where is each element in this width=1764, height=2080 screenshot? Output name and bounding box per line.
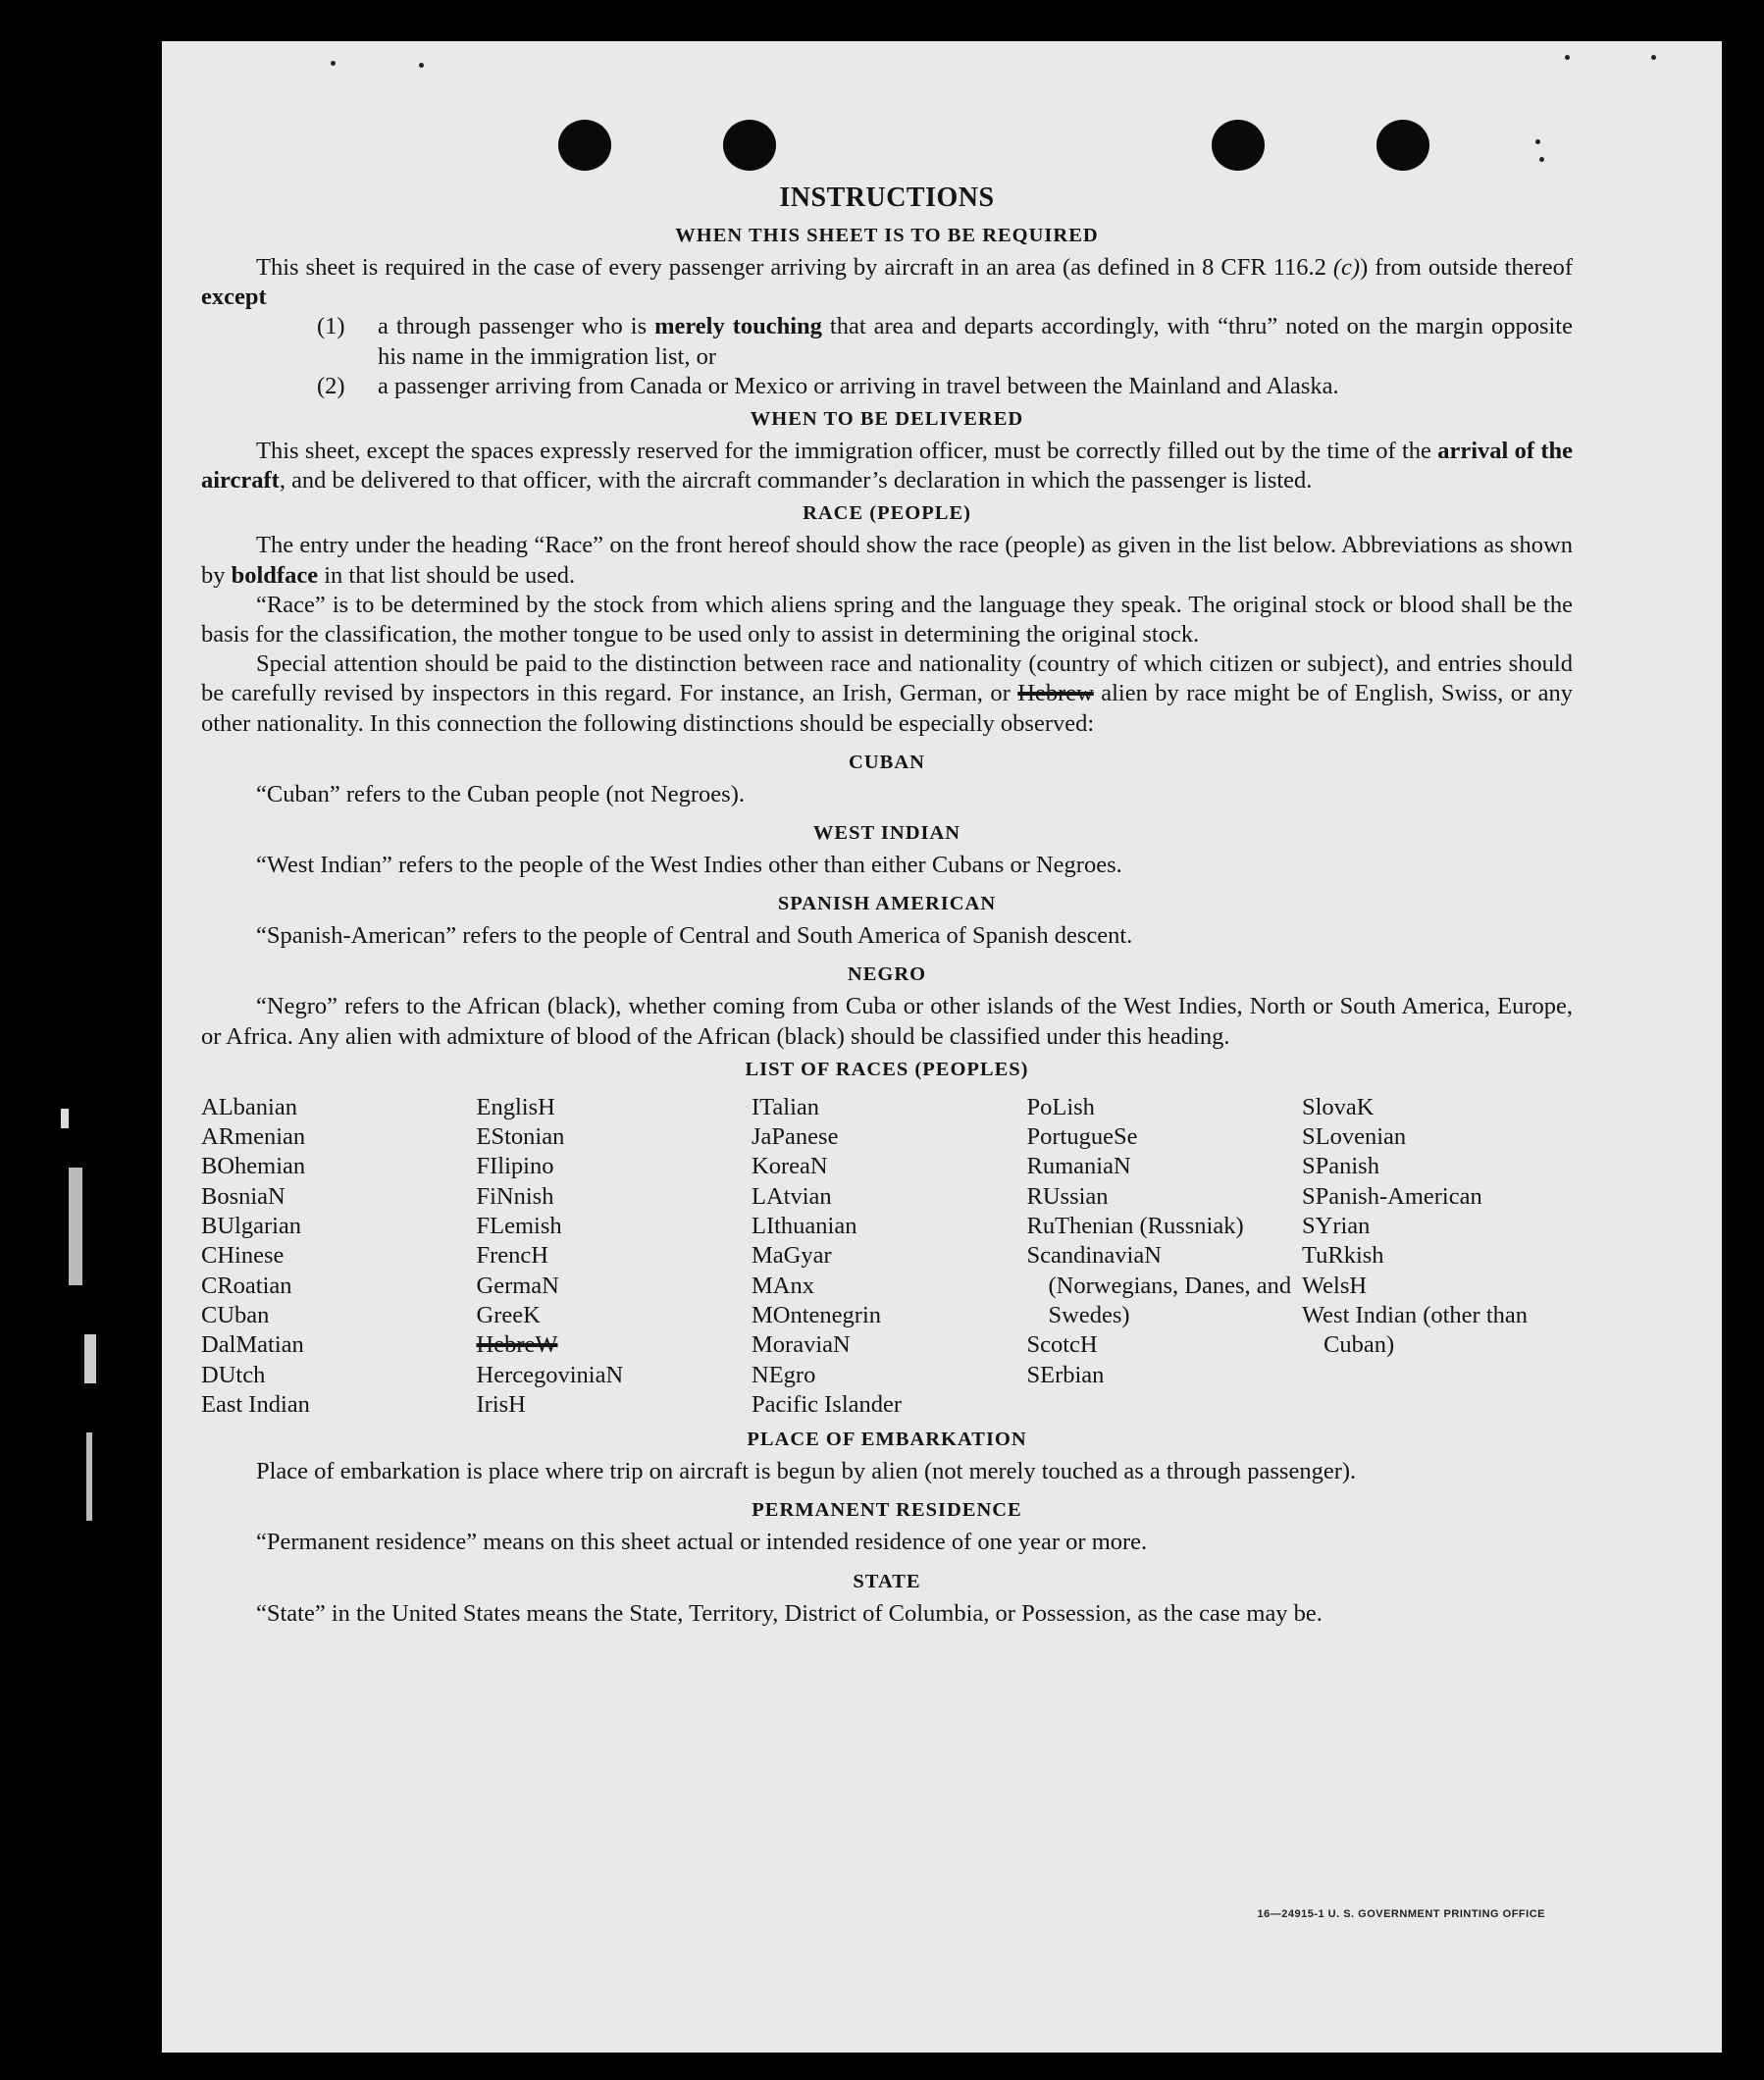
cuban-text: “Cuban” refers to the Cuban people (not Negroes). (256, 780, 745, 807)
race-entry: DUtch (201, 1361, 266, 1388)
scan-artifact (69, 1168, 82, 1285)
race-entry: PoLish (1026, 1093, 1095, 1120)
race-entry: FIlipino (476, 1153, 554, 1180)
race-entry: ARmenian (201, 1123, 306, 1151)
race-entry: SlovaK (1302, 1093, 1375, 1120)
race-entry: SYrian (1302, 1213, 1371, 1240)
race-entry: WelsH (1302, 1272, 1368, 1299)
heading-place-of-embarkation: PLACE OF EMBARKATION (747, 1429, 1027, 1451)
scan-artifact (84, 1334, 96, 1383)
negro-text: “Negro” refers to the African (black), whether coming from Cuba or other islands of the West Indies, North or South America, Europe, or Africa. Any alien with admixture of blood of the African (black) should be classified under this heading. (201, 993, 1573, 1050)
race-entry: MaGyar (752, 1242, 832, 1270)
permanent-residence-text: “Permanent residence” means on this sheet actual or intended residence of one year or more. (256, 1529, 1148, 1556)
race-entry: EStonian (476, 1123, 565, 1151)
exception-number: (2) (317, 372, 345, 399)
race-entry: RuThenian (Russniak) (1026, 1213, 1244, 1240)
race-entry: Pacific Islander (752, 1390, 903, 1418)
race-entry: PortugueSe (1026, 1123, 1138, 1151)
struck-word: Hebrew (1017, 680, 1094, 707)
race-entry: LIthuanian (752, 1213, 857, 1240)
race-paragraph-1: The entry under the heading “Race” on the front hereof should show the race (people) as given in the list below. Abbreviations as shown by boldface in that list should be used. (201, 532, 1573, 589)
exception-number: (1) (317, 313, 345, 340)
race-entry: CHinese (201, 1242, 285, 1270)
race-entry: KoreaN (752, 1153, 828, 1180)
when-delivered-text: This sheet, except the spaces expressly reserved for the immigration officer, must be correctly filled out by the time of the arrival of the aircraft, and be delivered to that officer, with the aircraft commander’s declaration in which the passenger is listed. (201, 438, 1573, 494)
speck (331, 61, 336, 66)
race-entry: West Indian (other than Cuban) (1302, 1301, 1529, 1359)
scan-artifact (61, 1109, 69, 1128)
race-entry: GermaN (476, 1272, 559, 1299)
race-paragraph-3: Special attention should be paid to the distinction between race and nationality (country of which citizen or subject), and entries should be carefully revised by inspectors in this regard. For instance, an Irish, German, or Hebrew alien by race might be of English, Swiss, or any other nationality. In this connection the following distinctions should be especially observed: (201, 650, 1573, 737)
race-entry: ALbanian (201, 1093, 297, 1120)
punch-hole (1212, 120, 1265, 171)
speck (1651, 55, 1656, 60)
race-entry: CUban (201, 1301, 270, 1328)
race-entry: ScandinaviaN (Norwegians, Danes, and Swedes) (1026, 1242, 1292, 1328)
race-entry-struck: HebreW (476, 1331, 558, 1359)
printer-imprint: 16—24915-1 U. S. GOVERNMENT PRINTING OFFICE (1257, 1908, 1545, 1920)
west-indian-text: “West Indian” refers to the people of the West Indies other than either Cubans or Negroes. (256, 852, 1122, 879)
race-entry: MoraviaN (752, 1331, 851, 1359)
race-entry: HercegoviniaN (476, 1361, 624, 1388)
race-column (201, 1093, 472, 1420)
race-entry: BosniaN (201, 1182, 285, 1210)
speck (419, 63, 424, 68)
race-entry: GreeK (476, 1301, 541, 1328)
race-entry: DalMatian (201, 1331, 304, 1359)
race-column (752, 1093, 1022, 1420)
race-entry: LAtvian (752, 1182, 832, 1210)
race-entry: RumaniaN (1026, 1153, 1131, 1180)
race-entry: MAnx (752, 1272, 814, 1299)
race-entry: BUlgarian (201, 1213, 302, 1240)
state-text: “State” in the United States means the State, Territory, District of Columbia, or Possession, as the case may be. (256, 1599, 1323, 1627)
race-entry: TuRkish (1302, 1242, 1384, 1270)
race-entry: MOntenegrin (752, 1301, 881, 1328)
heading-west-indian: WEST INDIAN (812, 822, 961, 845)
heading-list-of-races: LIST OF RACES (PEOPLES) (745, 1058, 1029, 1080)
race-entry: FLemish (476, 1213, 562, 1240)
race-entry: ScotcH (1026, 1331, 1098, 1359)
race-entry: EnglisH (476, 1093, 555, 1120)
race-entry: IrisH (476, 1390, 526, 1418)
exception-text: a passenger arriving from Canada or Mexico or arriving in travel between the Mainland and Alaska. (378, 372, 1339, 399)
race-entry: SErbian (1026, 1361, 1105, 1388)
heading-state: STATE (853, 1570, 921, 1592)
exception-item (201, 312, 1573, 371)
heading-race: RACE (PEOPLE) (803, 502, 971, 525)
race-column (1027, 1093, 1298, 1420)
race-entry: SPanish (1302, 1153, 1379, 1180)
punch-hole (558, 120, 611, 171)
race-column (1302, 1093, 1573, 1420)
page-title: INSTRUCTIONS (779, 182, 995, 213)
instructions-body (201, 179, 1573, 1629)
speck (1535, 139, 1540, 144)
race-entry: BOhemian (201, 1153, 306, 1180)
heading-negro: NEGRO (847, 963, 927, 986)
race-entry: East Indian (201, 1390, 310, 1418)
punch-hole (1376, 120, 1429, 171)
race-entry: ITalian (752, 1093, 820, 1120)
heading-permanent-residence: PERMANENT RESIDENCE (752, 1499, 1022, 1522)
scan-artifact (86, 1432, 92, 1521)
when-required-intro: This sheet is required in the case of every passenger arriving by aircraft in an area (as defined in 8 CFR 116.2 (c)) from outside thereof except (201, 254, 1574, 311)
race-paragraph-2: “Race” is to be determined by the stock from which aliens spring and the language they speak. The original stock or blood shall be the basis for the classification, the mother tongue to be used only to assist in determining the original stock. (201, 591, 1573, 649)
spanish-american-text: “Spanish-American” refers to the people of Central and South America of Spanish descent. (256, 922, 1133, 950)
heading-spanish-american: SPANISH AMERICAN (777, 893, 997, 915)
exception-item (201, 372, 1573, 401)
race-entry: SLovenian (1302, 1123, 1407, 1151)
race-entry: SPanish-American (1302, 1182, 1482, 1210)
race-entry: FrencH (476, 1242, 548, 1270)
race-entry: CRoatian (201, 1272, 292, 1299)
speck (1565, 55, 1570, 60)
race-entry: JaPanese (752, 1123, 839, 1151)
place-of-embarkation-text: Place of embarkation is place where trip on aircraft is begun by alien (not merely touched as a through passenger). (256, 1458, 1357, 1485)
heading-when-required: WHEN THIS SHEET IS TO BE REQUIRED (675, 225, 1099, 246)
speck (1539, 157, 1544, 162)
exception-list (201, 312, 1573, 401)
punch-hole (723, 120, 776, 171)
exception-text: a through passenger who is merely touching that area and departs accordingly, with “thru” noted on the margin opposite his name in the immigration list, or (378, 313, 1573, 370)
document-sheet (162, 41, 1722, 2053)
race-column (477, 1093, 748, 1420)
race-entry: RUssian (1026, 1182, 1109, 1210)
heading-cuban: CUBAN (849, 751, 925, 773)
race-entry: NEgro (752, 1361, 816, 1388)
heading-when-delivered: WHEN TO BE DELIVERED (750, 408, 1024, 431)
race-entry: FiNnish (476, 1182, 554, 1210)
race-list (201, 1093, 1573, 1420)
